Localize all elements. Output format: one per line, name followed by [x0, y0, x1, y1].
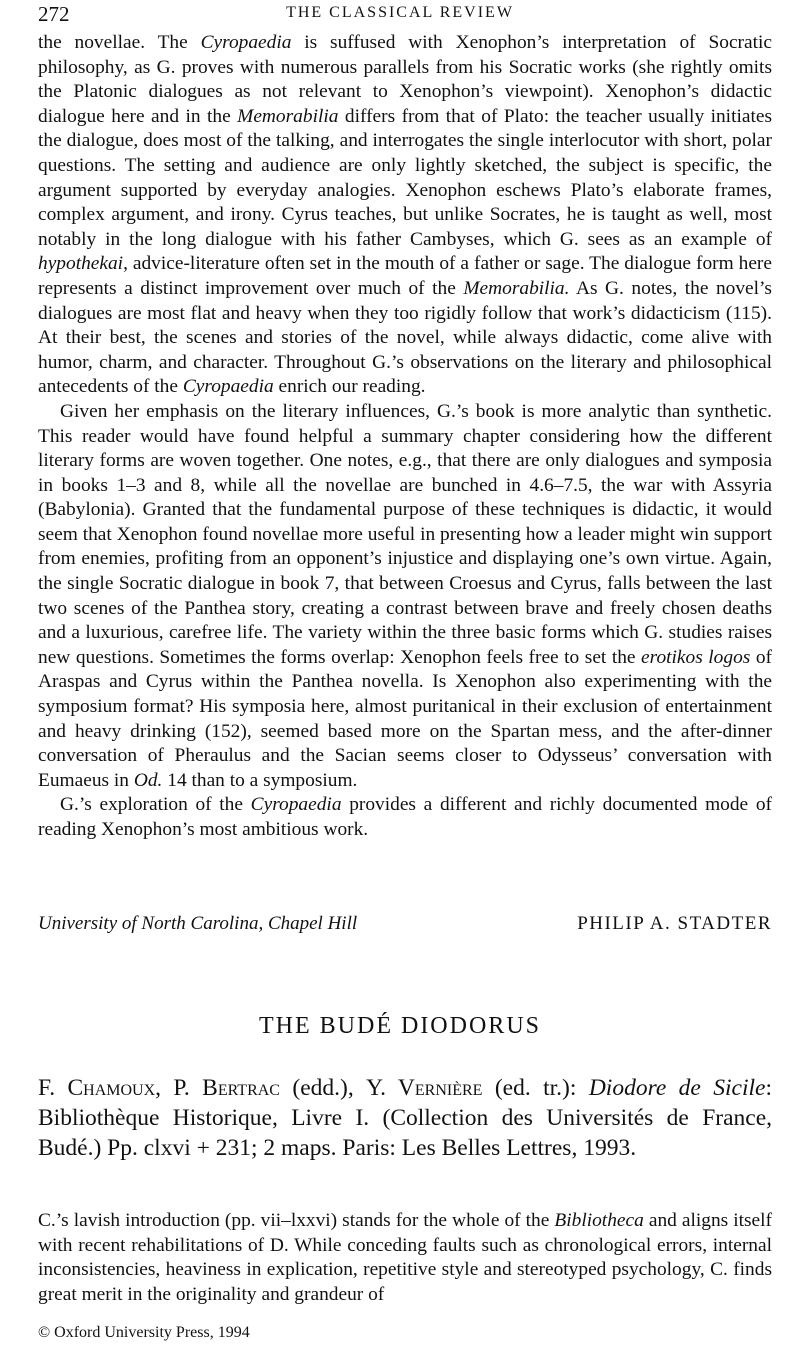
review-intro: [38, 1209, 772, 1307]
italic-term: erotikos logos: [641, 646, 751, 668]
text-run: : Bibliothèque Historique, Livre I. (Collection des Universités de France, Budé.) Pp. clxvi + 231; 2 maps. Paris: Les Belles Lettres, 1993.: [38, 1075, 772, 1161]
page-number: 272: [38, 2, 70, 26]
text-run: C.’s lavish introduction (pp. vii–lxxvi) stands for the whole of the: [38, 1210, 555, 1231]
affiliation: University of North Carolina, Chapel Hill: [38, 913, 358, 934]
text-run: and aligns itself with recent rehabilitations of D. While conceding faults such as chronological errors, internal inconsistencies, heaviness in explication, repetitive style and stereotyped psychology, C. finds great merit in the originality and grandeur of: [38, 1210, 772, 1305]
text-run: enrich our reading.: [273, 376, 426, 398]
text-run: G.’s exploration of the: [60, 794, 251, 816]
italic-term: hypothekai: [38, 253, 124, 275]
italic-title: Cyropaedia: [182, 376, 274, 398]
text-run: of Araspas and Cyrus within the Panthea novella. Is Xenophon also experimenting with the symposium format? His symposia here, almost puritanical in their exclusion of entertainment and heavy drinking (152), seemed based more on the Spartan mess, and the after-dinner conversation of Pheraulus and the Sacian seems closer to Odysseus’ conversation with Eumaeus in: [38, 646, 772, 791]
signature-line: [38, 913, 772, 935]
editor-names: F. Chamoux, P. Bertrac: [38, 1075, 280, 1101]
paragraph-1: [38, 31, 772, 400]
text-run: (ed. tr.):: [482, 1075, 589, 1101]
italic-title: Cyropaedia: [250, 794, 342, 816]
text-run: differs from that of Plato: the teacher usually initiates the dialogue, does most of the talking, and interrogates the single interlocutor with short, polar questions. The setting and audience are only lightly sketched, the subject is specific, the argument supported by everyday analogies. Xenophon eschews Plato’s elaborate frames, complex argument, and irony. Cyrus teaches, but unlike Socrates, he is taught as well, most notably in the long dialogue with his father Cambyses, which G. sees as an example of: [38, 105, 772, 250]
translator-name: Y. Vernière: [366, 1075, 483, 1101]
text-run: As G. notes, the novel’s dialogues are most flat and heavy when they too rigidly follow that work’s didacticism (115). At their best, the scenes and stories of the novel, while always didactic, come alive with humor, charm, and character. Throughout G.’s observations on the literary and philosophical antecedents of the: [38, 277, 772, 398]
italic-title: Memorabilia: [237, 105, 339, 127]
author-name: PHILIP A. STADTER: [577, 913, 772, 934]
text-run: Given her emphasis on the literary influences, G.’s book is more analytic than synthetic. This reader would have found helpful a summary chapter considering how the different literary forms are woven together. One notes, e.g., that there are only dialogues and symposia in books 1–3 and 8, while all the novellae are bunched in 4.6–7.5, the war with Assyria (Babylonia). Granted that the fundamental purpose of these techniques is didactic, it would seem that Xenophon found novellae more useful in presenting how a leader might win support from enemies, profiting from an opponent’s injustice and displaying one’s own virtue. Again, the single Socratic dialogue in book 7, that between Croesus and Cyrus, falls between the last two scenes of the Panthea story, creating a contrast between brave and freely chosen deaths and a luxurious, carefree life. The variety within the three basic forms which G. studies raises new questions. Sometimes the forms overlap: Xenophon feels free to set the: [38, 400, 772, 668]
copyright-footer: © Oxford University Press, 1994: [38, 1324, 250, 1341]
review-body: [38, 31, 772, 843]
bibliographic-entry: [38, 1073, 772, 1163]
italic-title: Bibliotheca: [554, 1210, 644, 1231]
text-run: provides a different and richly documented mode of reading Xenophon’s most ambitious work.: [38, 794, 772, 840]
paragraph-3: [38, 793, 772, 842]
work-title: Diodore de Sicile: [588, 1075, 766, 1101]
text-run: 14 than to a symposium.: [162, 769, 358, 791]
text-run: , advice-literature often set in the mouth of a father or sage. The dialogue form here represents a distinct improvement over much of the: [38, 253, 772, 299]
italic-title: Memorabilia.: [463, 277, 570, 299]
section-title: THE BUDÉ DIODORUS: [259, 1013, 541, 1039]
italic-title: Cyropaedia: [200, 32, 292, 53]
text-run: the novellae. The: [38, 32, 201, 53]
italic-title: Od.: [133, 769, 163, 791]
text-run: is suffused with Xenophon’s interpretation of Socratic philosophy, as G. proves with numerous parallels from his Socratic works (she rightly omits the Platonic dialogues as not relevant to Xenophon’s viewpoint). Xenophon’s didactic dialogue here and in the: [38, 32, 772, 127]
running-head: THE CLASSICAL REVIEW: [286, 4, 514, 21]
text-run: (edd.),: [279, 1075, 367, 1101]
paragraph-2: [38, 400, 772, 794]
